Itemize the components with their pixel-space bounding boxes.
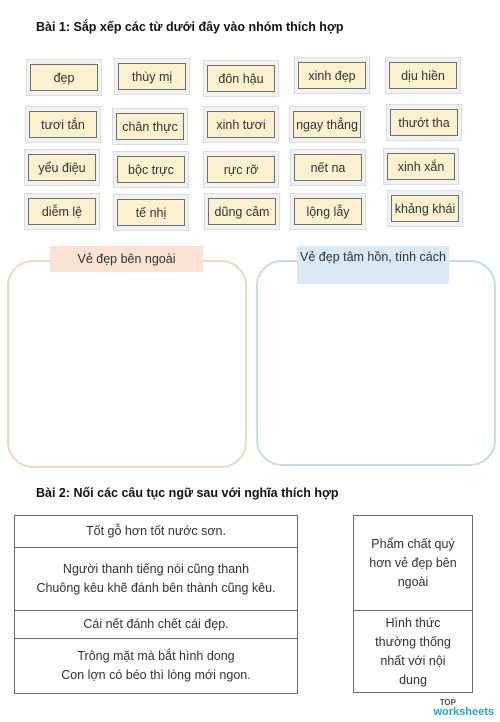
word-chip[interactable]: khảng khái — [391, 195, 459, 222]
word-chip[interactable]: dịu hiền — [389, 62, 457, 89]
word-chip-frame — [24, 193, 100, 230]
word-chip[interactable]: tươi tắn — [29, 111, 97, 138]
word-chip-frame — [294, 57, 370, 94]
word-chip[interactable]: chân thực — [116, 113, 184, 140]
word-chip-frame — [112, 108, 188, 145]
word-chip-frame — [383, 148, 459, 185]
outer-beauty-label: Vẻ đẹp bên ngoài — [50, 246, 203, 272]
meanings-table — [353, 515, 473, 693]
word-chip-frame — [290, 149, 366, 186]
proverb-line: Trông mặt mà bắt hình dong — [77, 649, 235, 663]
word-chip-frame — [204, 193, 280, 230]
word-chip-frame — [25, 106, 101, 143]
word-chip-frame — [203, 106, 279, 143]
word-chip-frame — [114, 58, 190, 95]
inner-beauty-label: Vẻ đẹp tâm hồn, tính cách — [297, 246, 449, 284]
proverbs-table — [14, 515, 298, 694]
word-chip-frame — [24, 149, 100, 186]
outer-beauty-drop-zone[interactable] — [7, 260, 247, 468]
word-chip[interactable]: xinh tươi — [207, 111, 275, 138]
meaning-line: Phẩm chất quý — [371, 536, 455, 551]
word-chip[interactable]: đẹp — [30, 64, 98, 91]
word-chip-frame — [203, 151, 279, 188]
proverb-line: Chuông kêu khẽ đánh bên thành cũng kêu. — [36, 581, 276, 595]
word-chip[interactable]: rực rỡ — [207, 156, 275, 183]
word-chip[interactable]: xinh đẹp — [298, 62, 366, 89]
word-chip[interactable]: yểu điệu — [28, 154, 96, 181]
word-chip-frame — [113, 194, 189, 231]
meaning-line: hơn vẻ đẹp bên — [369, 555, 457, 570]
meaning-cell[interactable] — [354, 516, 473, 611]
proverb-line: Người thanh tiếng nói cũng thanh — [62, 562, 250, 576]
word-chip[interactable]: thướt tha — [390, 109, 458, 136]
logo-worksheets-text: worksheets — [433, 706, 494, 718]
word-chip-frame — [289, 106, 365, 143]
inner-beauty-drop-zone[interactable] — [256, 260, 496, 466]
proverb-cell[interactable] — [15, 639, 298, 694]
word-chip[interactable]: thùy mị — [118, 63, 186, 90]
topworksheets-logo — [433, 699, 494, 718]
word-chip-frame — [113, 151, 189, 188]
word-chip[interactable]: xinh xắn — [387, 153, 455, 180]
word-chip-frame — [203, 60, 279, 97]
meaning-line: thường thống — [375, 634, 451, 649]
word-chip[interactable]: ngay thẳng — [293, 111, 361, 138]
meaning-line: nhất với nội — [380, 653, 446, 668]
meaning-cell[interactable] — [354, 611, 473, 693]
word-chip-frame — [386, 104, 462, 141]
word-chip-frame — [26, 59, 102, 96]
proverb-cell[interactable] — [15, 548, 298, 611]
word-chip[interactable]: dũng cảm — [208, 198, 276, 225]
word-chip[interactable]: đôn hậu — [207, 65, 275, 92]
proverb-line: Con lợn có béo thì lòng mới ngon. — [61, 668, 251, 682]
word-chip-frame — [385, 57, 461, 94]
word-chip-frame — [387, 190, 463, 227]
proverb-line: Cái nết đánh chết cái đẹp. — [83, 617, 229, 631]
proverb-cell[interactable] — [15, 516, 298, 548]
word-chip-frame — [290, 193, 366, 230]
proverb-cell[interactable] — [15, 611, 298, 639]
logo-top-text: TOP — [439, 698, 456, 707]
word-chip[interactable]: nết na — [294, 154, 362, 181]
word-chip[interactable]: diễm lệ — [28, 198, 96, 225]
exercise-2-title: Bài 2: Nối các câu tục ngữ sau với nghĩa thích hợp — [36, 486, 339, 500]
proverb-line: Tốt gỗ hơn tốt nước sơn. — [86, 524, 226, 538]
exercise-1-title: Bài 1: Sắp xếp các từ dưới đây vào nhóm thích hợp — [36, 20, 344, 34]
word-chip[interactable]: tế nhị — [117, 199, 185, 226]
meaning-line: dung — [399, 672, 427, 687]
word-chip[interactable]: lộng lẫy — [294, 198, 362, 225]
word-chip[interactable]: bộc trực — [117, 156, 185, 183]
meaning-line: ngoài — [397, 574, 429, 589]
meaning-line: Hình thức — [385, 615, 441, 630]
